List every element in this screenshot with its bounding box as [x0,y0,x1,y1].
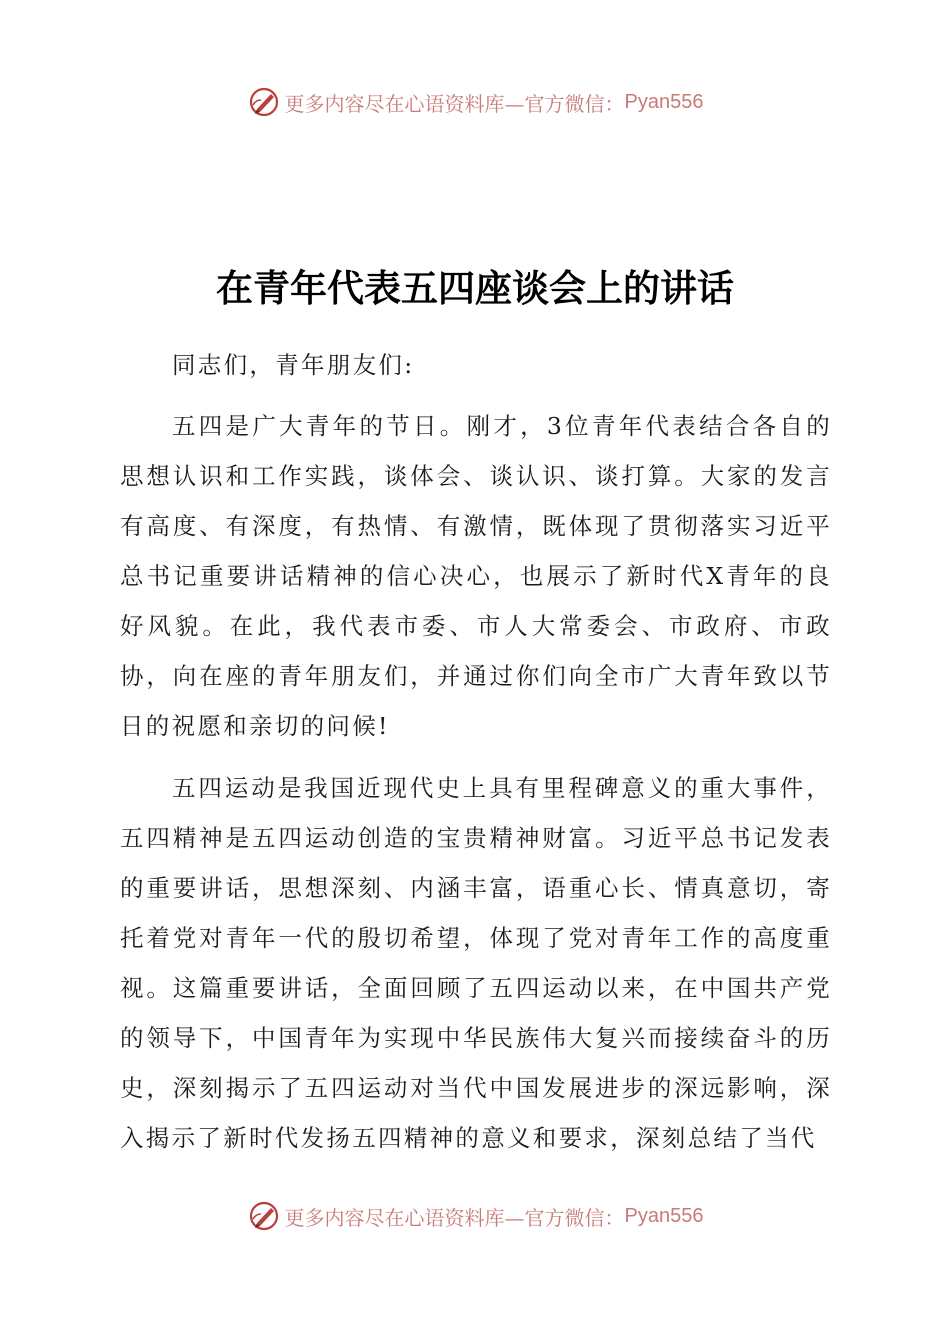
document-title: 在青年代表五四座谈会上的讲话 [216,267,734,310]
pen-logo-icon [247,85,281,119]
document-body [120,340,832,1175]
footer-banner-id: Pyan556 [624,1204,704,1227]
paragraph-1: 五四是广大青年的节日。刚才，3位青年代表结合各自的思想认识和工作实践，谈体会、谈认识、谈打算。大家的发言有高度、有深度，有热情、有激情，既体现了贯彻落实习近平总书记重要讲话精神的信心决心，也展示了新时代X青年的良好风貌。在此，我代表市委、市人大常委会、市政府、市政协，向在座的青年朋友们，并通过你们向全市广大青年致以节日的祝愿和亲切的问候! [120,412,832,740]
pen-logo-icon [247,1199,281,1233]
header-banner [0,82,950,122]
paragraph-2: 五四运动是我国近现代史上具有里程碑意义的重大事件，五四精神是五四运动创造的宝贵精神财富。习近平总书记发表的重要讲话，思想深刻、内涵丰富，语重心长、情真意切，寄托着党对青年一代的殷切希望，体现了党对青年工作的高度重视。这篇重要讲话，全面回顾了五四运动以来，在中国共产党的领导下，中国青年为实现中华民族伟大复兴而接续奋斗的历史，深刻揭示了五四运动对当代中国发展进步的深远影响，深入揭示了新时代发扬五四精神的意义和要求，深刻总结了当代 [120,774,832,1152]
footer-banner [0,1196,950,1236]
header-banner-text: 更多内容尽在心语资料库—官方微信： [284,91,625,116]
header-banner-id: Pyan556 [624,90,704,113]
footer-banner-text: 更多内容尽在心语资料库—官方微信： [284,1205,625,1230]
salutation: 同志们，青年朋友们: [172,351,415,379]
